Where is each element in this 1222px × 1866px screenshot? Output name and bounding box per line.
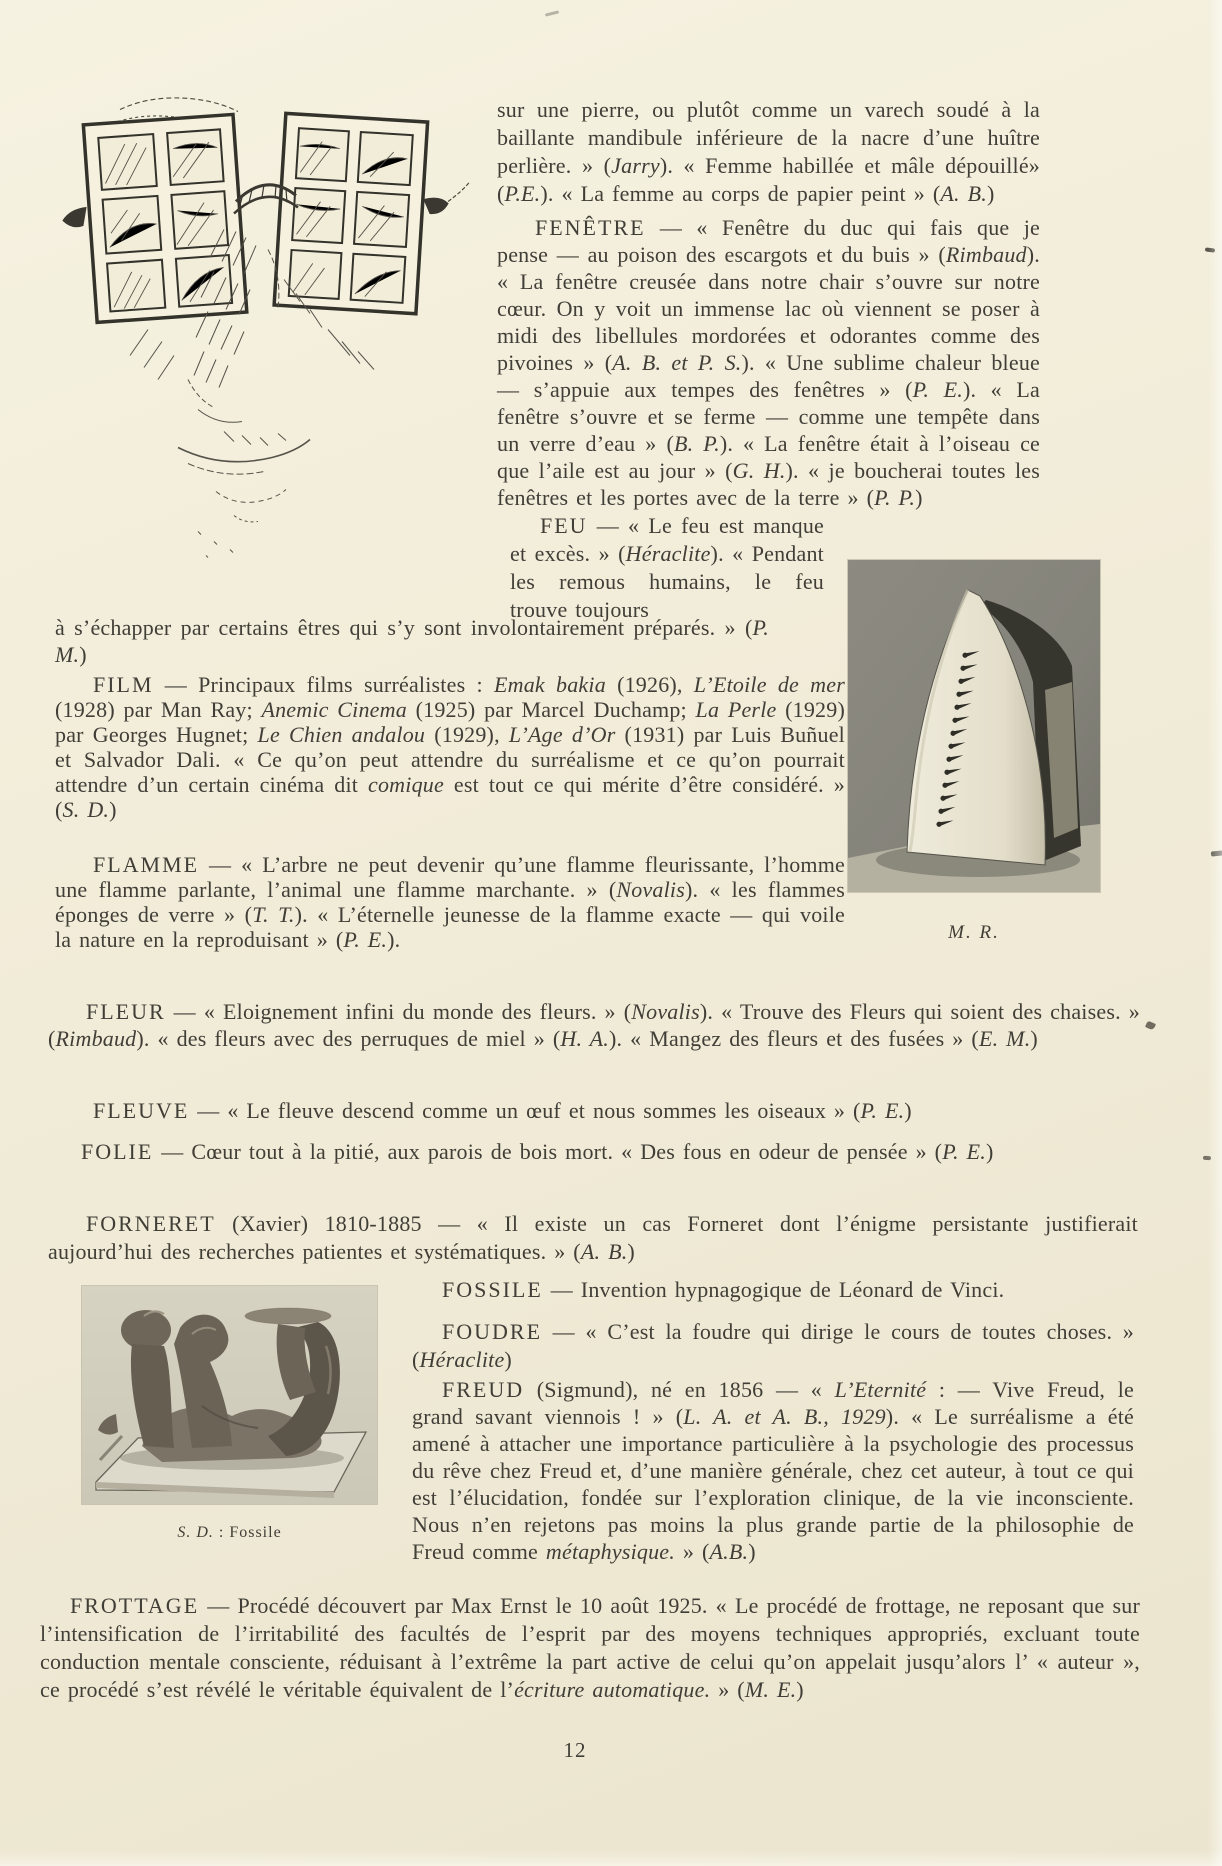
entry-fossile: FOSSILE — Invention hypnagogique de Léonard de Vinci.: [442, 1277, 1005, 1302]
scan-speck: [545, 10, 559, 16]
right-window: [274, 113, 427, 313]
entry-feu: FEU — « Le feu est manque et excès. » (Héraclite). « Pendant les remous humains, le feu trouve toujours: [510, 513, 824, 622]
left-window: [83, 114, 246, 322]
entry-foudre: FOUDRE — « C’est la foudre qui dirige le cours de toutes choses. » (Héraclite): [412, 1319, 1134, 1372]
man-ray-iron-photo: [848, 560, 1100, 892]
figure-fossile-sculpture: [82, 1286, 377, 1542]
scan-speck: [1205, 247, 1215, 252]
figure-window-spectacles: [28, 78, 473, 566]
entry-feu-suite: à s’échapper par certains êtres qui s’y sont involontairement préparés. » (P. M.): [55, 615, 769, 667]
figure-caption-iron: M. R.: [948, 922, 1000, 943]
figure-man-ray-iron: [848, 560, 1100, 944]
window-spectacles-drawing: [28, 78, 473, 566]
page-number: 12: [563, 1738, 587, 1762]
scan-speck: [1145, 1020, 1156, 1030]
figure-caption-fossile: S. D. : Fossile: [177, 1524, 282, 1541]
entry-flamme: FLAMME — « L’arbre ne peut devenir qu’une flamme fleurissante, l’homme une flamme parlante, l’animal une flamme marchante. » (Novalis). « les flammes éponges de verre » (T. T.). « L’éternelle jeunesse de la flamme exacte — qui voile la nature en la reproduisant » (P. E.).: [55, 852, 845, 952]
scan-speck: [1211, 850, 1222, 856]
entry-fenetre: FENÊTRE — « Fenêtre du duc qui fais que je pense — au poison des escargots et du buis » (Rimbaud). « La fenêtre creusée dans notre chair s’ouvre sur notre cœur. On y voit un immense lac où viennent se poser à midi des libellules mordorées et odorantes comme des pivoines » (A. B. et P. S.). « Une sublime chaleur bleue — s’appuie aux tempes des fenêtres » (P. E.). « La fenêtre s’ouvre et se ferme — comme une tempête dans un verre d’eau » (B. P.). « La fenêtre était à l’oiseau ce que l’aile est au jour » (G. H.). « je boucherai toutes les fenêtres et les portes avec de la terre » (P. P.): [497, 215, 1041, 510]
entry-frottage: FROTTAGE — Procédé découvert par Max Ernst le 10 août 1925. « Le procédé de frottage, ne reposant que sur l’intensification de l’irritabilité des facultés de l’esprit par des moyens techniques appropriés, excluant toute conduction mentale consciente, réduisant à l’extrême la part active de celui qu’on appelait jusqu’alors l’ « auteur », ce procédé s’est révélé le véritable équivalent de l’écriture automatique. » (M. E.): [40, 1593, 1140, 1702]
scan-speck: [1203, 1156, 1211, 1161]
entry-folie: FOLIE — Cœur tout à la pitié, aux parois de bois mort. « Des fous en odeur de pensée » (P. E.): [81, 1139, 994, 1164]
entry-freud: FREUD (Sigmund), né en 1856 — « L’Eternité : — Vive Freud, le grand savant viennois ! » (L. A. et A. B., 1929). « Le surréalisme a été amené à attacher une importance particulière à la psychologie des processus du rêve chez Freud et, d’une manière générale, chez cet auteur, à tout ce qui est l’élucidation, fondée sur l’exploration clinique, de la vie inconsciente. Nous n’en rejetons pas moins la plus grande partie de la philosophie de Freud comme métaphysique. » (A.B.): [412, 1377, 1135, 1564]
entry-continuation-femme: sur une pierre, ou plutôt comme un varech soudé à la baillante mandibule inférieure de la nacre d’une huître perlière. » (Jarry). « Femme habillée et mâle dépouillé» (P.E.). « La femme au corps de papier peint » (A. B.): [497, 97, 1041, 206]
entry-fleuve: FLEUVE — « Le fleuve descend comme un œuf et nous sommes les oiseaux » (P. E.): [93, 1098, 912, 1123]
entry-fleur: FLEUR — « Eloignement infini du monde des fleurs. » (Novalis). « Trouve des Fleurs qui soient des chaises. » (Rimbaud). « des fleurs avec des perruques de miel » (H. A.). « Mangez des fleurs et des fusées » (E. M.): [48, 999, 1140, 1051]
entry-film: FILM — Principaux films surréalistes : Emak bakia (1926), L’Etoile de mer (1928) par Man Ray; Anemic Cinema (1925) par Marcel Duchamp; La Perle (1929) par Georges Hugnet; Le Chien andalou (1929), L’Age d’Or (1931) par Luis Buñuel et Salvador Dali. « Ce qu’on peut attendre du surréalisme et ce qu’on pourrait attendre d’un certain cinéma dit comique est tout ce qui mérite d’être considéré. » (S. D.): [55, 672, 845, 822]
fossile-sculpture-photo: [82, 1286, 377, 1504]
entry-forneret: FORNERET (Xavier) 1810-1885 — « Il existe un cas Forneret dont l’énigme persistante justifierait aujourd’hui des recherches patientes et systématiques. » (A. B.): [48, 1211, 1138, 1264]
